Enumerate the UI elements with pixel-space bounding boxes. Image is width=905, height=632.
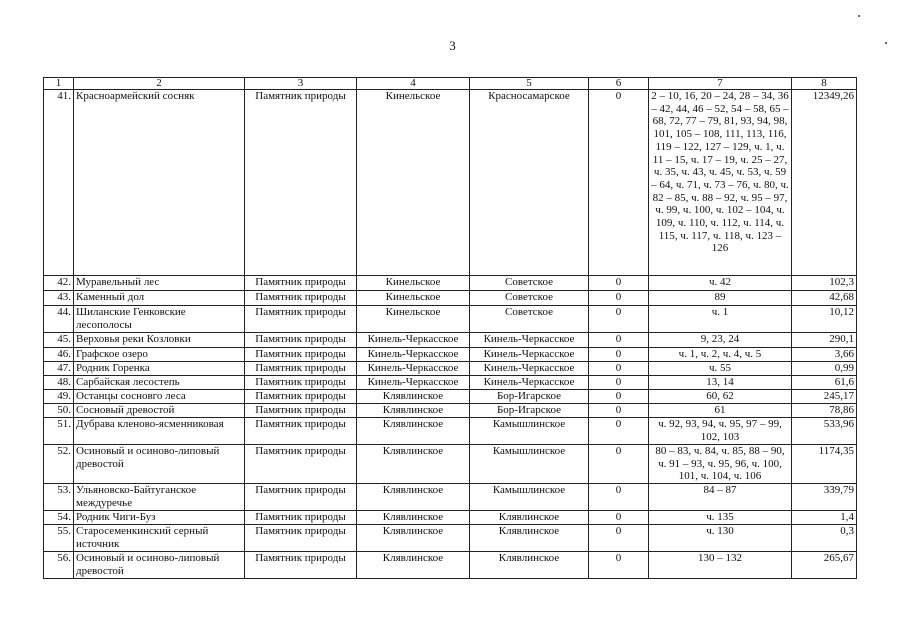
area-hectares: 1174,35 bbox=[792, 445, 857, 484]
zero-value: 0 bbox=[589, 390, 649, 404]
table-row bbox=[44, 306, 857, 333]
forestry-district: Клявлинское bbox=[357, 404, 470, 418]
forest-area: Клявлинское bbox=[470, 511, 589, 525]
object-name: Каменный дол bbox=[74, 291, 245, 306]
table-row bbox=[44, 390, 857, 404]
forest-area: Камышлинское bbox=[470, 484, 589, 511]
zero-value: 0 bbox=[589, 90, 649, 276]
object-name: Дубрава кленово-ясменниковая bbox=[74, 418, 245, 445]
object-name: Осиновый и осиново-липовый древостой bbox=[74, 445, 245, 484]
row-number: 42. bbox=[44, 276, 74, 291]
forest-area: Камышлинское bbox=[470, 445, 589, 484]
object-category: Памятник природы bbox=[245, 333, 357, 348]
column-header: 5 bbox=[470, 78, 589, 90]
table-row bbox=[44, 348, 857, 362]
zero-value: 0 bbox=[589, 376, 649, 390]
forestry-district: Кинель-Черкасское bbox=[357, 333, 470, 348]
table-row bbox=[44, 291, 857, 306]
object-name: Сарбайская лесостепь bbox=[74, 376, 245, 390]
area-hectares: 3,66 bbox=[792, 348, 857, 362]
object-category: Памятник природы bbox=[245, 376, 357, 390]
object-category: Памятник природы bbox=[245, 90, 357, 276]
protected-areas-table bbox=[43, 77, 857, 579]
forest-quarters: 80 – 83, ч. 84, ч. 85, 88 – 90, ч. 91 – 93, ч. 95, 96, ч. 100, 101, ч. 104, ч. 106 bbox=[649, 445, 792, 484]
zero-value: 0 bbox=[589, 525, 649, 552]
column-header: 7 bbox=[649, 78, 792, 90]
forest-quarters: 61 bbox=[649, 404, 792, 418]
object-category: Памятник природы bbox=[245, 445, 357, 484]
forestry-district: Кинель-Черкасское bbox=[357, 362, 470, 376]
forest-area: Клявлинское bbox=[470, 525, 589, 552]
object-name: Сосновый древостой bbox=[74, 404, 245, 418]
forestry-district: Клявлинское bbox=[357, 552, 470, 579]
forest-quarters: ч. 1 bbox=[649, 306, 792, 333]
forest-quarters: 9, 23, 24 bbox=[649, 333, 792, 348]
zero-value: 0 bbox=[589, 362, 649, 376]
forestry-district: Клявлинское bbox=[357, 390, 470, 404]
area-hectares: 1,4 bbox=[792, 511, 857, 525]
forest-area: Бор-Игарское bbox=[470, 390, 589, 404]
table-row bbox=[44, 404, 857, 418]
table-row bbox=[44, 484, 857, 511]
zero-value: 0 bbox=[589, 333, 649, 348]
object-name: Верховья реки Козловки bbox=[74, 333, 245, 348]
table-row bbox=[44, 525, 857, 552]
object-name: Останцы сосновго леса bbox=[74, 390, 245, 404]
row-number: 49. bbox=[44, 390, 74, 404]
table-row bbox=[44, 552, 857, 579]
forestry-district: Кинельское bbox=[357, 291, 470, 306]
zero-value: 0 bbox=[589, 404, 649, 418]
forest-area: Советское bbox=[470, 276, 589, 291]
forest-area: Кинель-Черкасское bbox=[470, 362, 589, 376]
forest-area: Советское bbox=[470, 291, 589, 306]
row-number: 54. bbox=[44, 511, 74, 525]
area-hectares: 0,3 bbox=[792, 525, 857, 552]
forest-area: Кинель-Черкасское bbox=[470, 376, 589, 390]
forest-quarters: ч. 135 bbox=[649, 511, 792, 525]
column-header: 8 bbox=[792, 78, 857, 90]
forest-area: Бор-Игарское bbox=[470, 404, 589, 418]
table-row bbox=[44, 418, 857, 445]
forest-area: Кинель-Черкасское bbox=[470, 348, 589, 362]
area-hectares: 10,12 bbox=[792, 306, 857, 333]
page-number: 3 bbox=[449, 38, 456, 53]
zero-value: 0 bbox=[589, 511, 649, 525]
object-category: Памятник природы bbox=[245, 291, 357, 306]
zero-value: 0 bbox=[589, 276, 649, 291]
row-number: 53. bbox=[44, 484, 74, 511]
zero-value: 0 bbox=[589, 306, 649, 333]
object-name: Шиланские Генковские лесополосы bbox=[74, 306, 245, 333]
forestry-district: Клявлинское bbox=[357, 525, 470, 552]
column-header: 2 bbox=[74, 78, 245, 90]
object-category: Памятник природы bbox=[245, 362, 357, 376]
area-hectares: 339,79 bbox=[792, 484, 857, 511]
row-number: 50. bbox=[44, 404, 74, 418]
row-number: 47. bbox=[44, 362, 74, 376]
forest-quarters: 89 bbox=[649, 291, 792, 306]
zero-value: 0 bbox=[589, 552, 649, 579]
area-hectares: 265,67 bbox=[792, 552, 857, 579]
zero-value: 0 bbox=[589, 484, 649, 511]
row-number: 45. bbox=[44, 333, 74, 348]
row-number: 48. bbox=[44, 376, 74, 390]
object-category: Памятник природы bbox=[245, 390, 357, 404]
area-hectares: 290,1 bbox=[792, 333, 857, 348]
row-number: 51. bbox=[44, 418, 74, 445]
area-hectares: 0,99 bbox=[792, 362, 857, 376]
zero-value: 0 bbox=[589, 445, 649, 484]
forest-area: Советское bbox=[470, 306, 589, 333]
area-hectares: 42,68 bbox=[792, 291, 857, 306]
forestry-district: Кинель-Черкасское bbox=[357, 376, 470, 390]
forest-area: Красносамарское bbox=[470, 90, 589, 276]
forest-quarters: ч. 92, 93, 94, ч. 95, 97 – 99, 102, 103 bbox=[649, 418, 792, 445]
forest-quarters: 130 – 132 bbox=[649, 552, 792, 579]
area-hectares: 102,3 bbox=[792, 276, 857, 291]
table-row bbox=[44, 445, 857, 484]
scan-speck bbox=[858, 15, 860, 17]
object-category: Памятник природы bbox=[245, 306, 357, 333]
forest-quarters: ч. 1, ч. 2, ч. 4, ч. 5 bbox=[649, 348, 792, 362]
table-body bbox=[44, 90, 857, 579]
forestry-district: Кинель-Черкасское bbox=[357, 348, 470, 362]
forest-quarters: 60, 62 bbox=[649, 390, 792, 404]
forest-area: Клявлинское bbox=[470, 552, 589, 579]
column-header: 3 bbox=[245, 78, 357, 90]
object-category: Памятник природы bbox=[245, 511, 357, 525]
object-name: Осиновый и осиново-липовый древостой bbox=[74, 552, 245, 579]
object-name: Графское озеро bbox=[74, 348, 245, 362]
column-header: 4 bbox=[357, 78, 470, 90]
zero-value: 0 bbox=[589, 348, 649, 362]
table-row bbox=[44, 333, 857, 348]
forest-area: Камышлинское bbox=[470, 418, 589, 445]
forest-quarters: ч. 130 bbox=[649, 525, 792, 552]
row-number: 44. bbox=[44, 306, 74, 333]
area-hectares: 12349,26 bbox=[792, 90, 857, 276]
table-header-row bbox=[44, 78, 857, 90]
object-category: Памятник природы bbox=[245, 404, 357, 418]
scan-speck bbox=[885, 42, 887, 44]
object-name: Ульяновско-Байтуганское междуречье bbox=[74, 484, 245, 511]
table-row bbox=[44, 90, 857, 276]
forest-quarters: 2 – 10, 16, 20 – 24, 28 – 34, 36 – 42, 44, 46 – 52, 54 – 58, 65 – 68, 72, 77 – 79, 81, 93, 94, 98, 101, 105 – 108, 111, 113, 116, 119 – 122, 127 – 129, ч. 1, ч. 11 – 15, ч. 17 – 19, ч. 25 – 27, ч. 35, ч. 43, ч. 45, ч. 53, ч. 59 – 64, ч. 71, ч. 73 – 76, ч. 80, ч. 82 – 85, ч. 88 – 92, ч. 95 – 97, ч. 99, ч. 100, ч. 102 – 104, ч. 109, ч. 110, ч. 112, ч. 114, ч. 115, ч. 117, ч. 118, ч. 123 – 126 bbox=[649, 90, 792, 276]
object-name: Старосеменкинский серный источник bbox=[74, 525, 245, 552]
object-category: Памятник природы bbox=[245, 348, 357, 362]
row-number: 56. bbox=[44, 552, 74, 579]
forestry-district: Клявлинское bbox=[357, 445, 470, 484]
table-row bbox=[44, 376, 857, 390]
object-name: Родник Чиги-Буз bbox=[74, 511, 245, 525]
area-hectares: 533,96 bbox=[792, 418, 857, 445]
forestry-district: Кинельское bbox=[357, 276, 470, 291]
forestry-district: Клявлинское bbox=[357, 484, 470, 511]
forestry-district: Кинельское bbox=[357, 306, 470, 333]
zero-value: 0 bbox=[589, 418, 649, 445]
column-header: 1 bbox=[44, 78, 74, 90]
object-category: Памятник природы bbox=[245, 418, 357, 445]
object-category: Памятник природы bbox=[245, 484, 357, 511]
row-number: 43. bbox=[44, 291, 74, 306]
forestry-district: Клявлинское bbox=[357, 511, 470, 525]
area-hectares: 78,86 bbox=[792, 404, 857, 418]
area-hectares: 245,17 bbox=[792, 390, 857, 404]
forestry-district: Кинельское bbox=[357, 90, 470, 276]
table-row bbox=[44, 511, 857, 525]
row-number: 52. bbox=[44, 445, 74, 484]
object-category: Памятник природы bbox=[245, 276, 357, 291]
row-number: 55. bbox=[44, 525, 74, 552]
forest-quarters: ч. 55 bbox=[649, 362, 792, 376]
object-category: Памятник природы bbox=[245, 552, 357, 579]
table-row bbox=[44, 276, 857, 291]
area-hectares: 61,6 bbox=[792, 376, 857, 390]
zero-value: 0 bbox=[589, 291, 649, 306]
object-name: Красноармейский сосняк bbox=[74, 90, 245, 276]
object-name: Родник Горенка bbox=[74, 362, 245, 376]
forest-quarters: 84 – 87 bbox=[649, 484, 792, 511]
row-number: 46. bbox=[44, 348, 74, 362]
forest-area: Кинель-Черкасское bbox=[470, 333, 589, 348]
object-category: Памятник природы bbox=[245, 525, 357, 552]
table-row bbox=[44, 362, 857, 376]
row-number: 41. bbox=[44, 90, 74, 276]
object-name: Муравельный лес bbox=[74, 276, 245, 291]
forestry-district: Клявлинское bbox=[357, 418, 470, 445]
forest-quarters: 13, 14 bbox=[649, 376, 792, 390]
forest-quarters: ч. 42 bbox=[649, 276, 792, 291]
column-header: 6 bbox=[589, 78, 649, 90]
